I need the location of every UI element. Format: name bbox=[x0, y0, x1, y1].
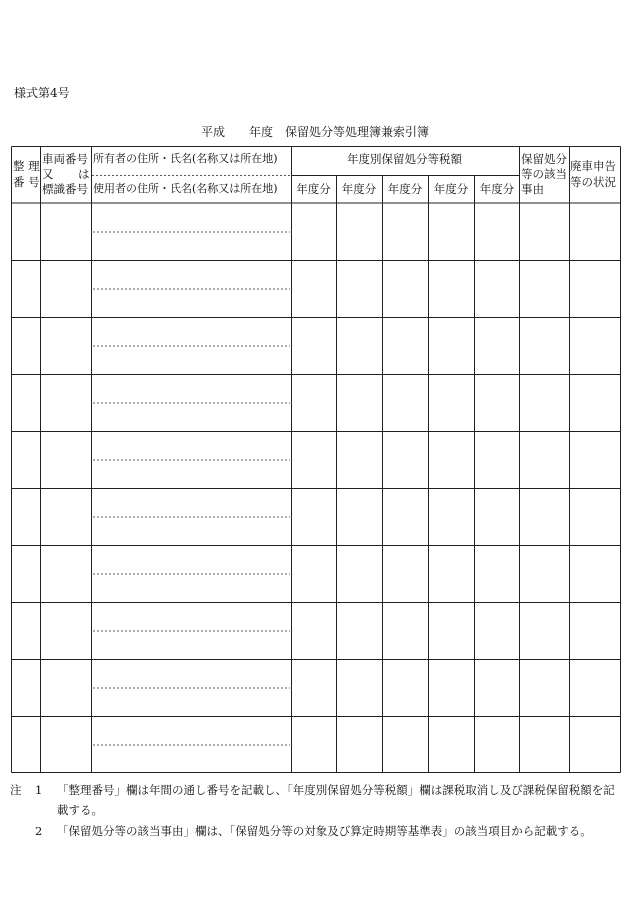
ledger-grid bbox=[11, 146, 621, 773]
header-year-col-4: 年度分 bbox=[433, 182, 469, 196]
footnote-text: 「整理番号」欄は年間の通し番号を記載し、「年度別保留処分等税額」欄は課税取消し及び課税保留税額を記載する。 bbox=[57, 783, 615, 817]
footnote-number: 2 bbox=[35, 824, 43, 838]
header-owner: 所有者の住所・氏名(名称又は所在地) bbox=[93, 152, 278, 165]
header-vehicle-line3: 標識番号 bbox=[42, 182, 88, 196]
header-scrap-line1: 廃車申告 bbox=[570, 159, 616, 173]
footnote-number: 1 bbox=[35, 783, 43, 797]
header-year-col-5: 年度分 bbox=[479, 182, 515, 196]
footnote-2 bbox=[10, 821, 622, 841]
document-title: 平成 年度 保留処分等処理簿兼索引簿 bbox=[200, 125, 429, 139]
footnote-1 bbox=[10, 780, 622, 820]
header-year-col-2: 年度分 bbox=[341, 182, 377, 196]
header-serial-line1: 整 理 bbox=[13, 159, 40, 173]
ledger-table bbox=[11, 146, 621, 773]
header-year-col-1: 年度分 bbox=[296, 182, 331, 196]
header-serial-line2: 番 号 bbox=[13, 175, 40, 189]
footnote-text: 「保留処分等の該当事由」欄は、「保留処分等の対象及び算定時期等基準表」の該当項目から記載する。 bbox=[57, 824, 592, 838]
footnotes bbox=[10, 780, 622, 841]
header-reason-line2: 等の該当 bbox=[521, 167, 567, 181]
header-user: 使用者の住所・氏名(名称又は所在地) bbox=[93, 182, 278, 195]
header-tax-group: 年度別保留処分等税額 bbox=[347, 152, 462, 166]
header-year-col-3: 年度分 bbox=[387, 182, 423, 196]
header-vehicle-line2a: 又 bbox=[42, 167, 54, 181]
form-number-label: 様式第4号 bbox=[14, 86, 70, 100]
header-reason-line1: 保留処分 bbox=[521, 152, 567, 166]
header-reason-line3: 事由 bbox=[521, 182, 544, 196]
header-scrap-line2: 等の状況 bbox=[570, 175, 616, 189]
header-vehicle-line1: 車両番号 bbox=[42, 152, 88, 166]
footnote-mark: 注 bbox=[10, 783, 22, 797]
header-vehicle-line2b: は bbox=[78, 167, 90, 181]
